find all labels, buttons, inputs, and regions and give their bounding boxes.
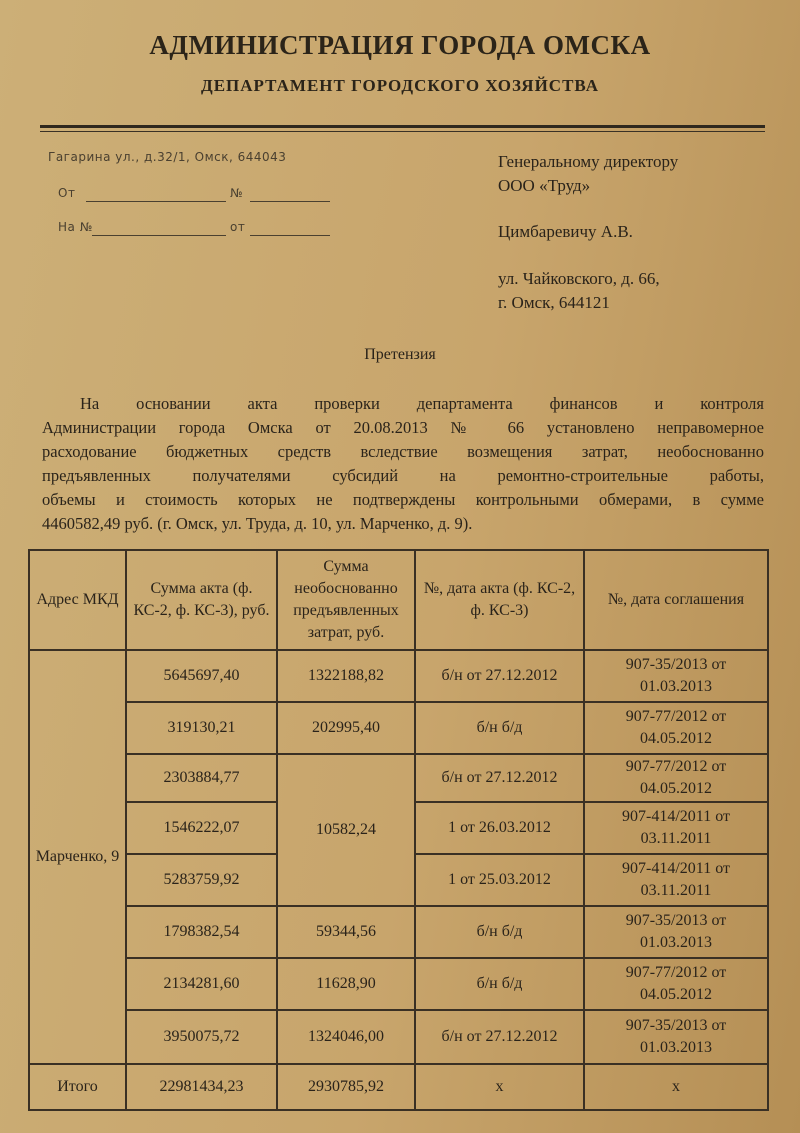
claim-paragraph bbox=[42, 392, 764, 536]
cell-agreement: 907-77/2012 от 04.05.2012 bbox=[584, 702, 768, 754]
ot-label-2: от bbox=[230, 220, 246, 234]
total-amount: 22981434,23 bbox=[126, 1064, 277, 1110]
cell-act: б/н от 27.12.2012 bbox=[415, 1010, 584, 1064]
cell-act: б/н от 27.12.2012 bbox=[415, 754, 584, 802]
cell-agreement: 907-35/2013 от 01.03.2013 bbox=[584, 650, 768, 702]
cell-unjustified: 11628,90 bbox=[277, 958, 415, 1010]
cell-act: б/н б/д bbox=[415, 702, 584, 754]
claims-table bbox=[28, 549, 769, 1111]
cell-amount: 1546222,07 bbox=[126, 802, 277, 854]
outgoing-number-row bbox=[58, 186, 358, 204]
cell-unjustified: 1322188,82 bbox=[277, 650, 415, 702]
header-agreement-number-date: №, дата соглашения bbox=[584, 550, 768, 650]
total-act: х bbox=[415, 1064, 584, 1110]
paragraph-line: Администрации города Омска от 20.08.2013 № 66 установлено неправомерное bbox=[42, 418, 764, 437]
recipient-position: Генеральному директору bbox=[498, 152, 679, 171]
header-act-number-date: №, дата акта (ф. КС-2, ф. КС-3) bbox=[415, 550, 584, 650]
cell-unjustified: 202995,40 bbox=[277, 702, 415, 754]
header-act-amount: Сумма акта (ф. КС-2, ф. КС-3), руб. bbox=[126, 550, 277, 650]
document-title: Претензия bbox=[364, 346, 436, 363]
cell-amount: 5645697,40 bbox=[126, 650, 277, 702]
cell-agreement: 907-77/2012 от 04.05.2012 bbox=[584, 958, 768, 1010]
table-row bbox=[29, 702, 768, 754]
table-row bbox=[29, 958, 768, 1010]
paragraph-line: расходование бюджетных средств вследствие возмещения затрат, необоснованно bbox=[42, 442, 764, 461]
org-title: АДМИНИСТРАЦИЯ ГОРОДА ОМСКА bbox=[149, 30, 651, 60]
cell-unjustified: 10582,24 bbox=[277, 754, 415, 906]
cell-act: 1 от 26.03.2012 bbox=[415, 802, 584, 854]
no-line bbox=[250, 201, 330, 202]
na-no-label: На № bbox=[58, 220, 93, 234]
cell-act: б/н б/д bbox=[415, 958, 584, 1010]
ot-date-line-2 bbox=[250, 235, 330, 236]
cell-amount: 319130,21 bbox=[126, 702, 277, 754]
cell-amount: 2134281,60 bbox=[126, 958, 277, 1010]
cell-agreement: 907-35/2013 от 01.03.2013 bbox=[584, 1010, 768, 1064]
header-address: Адрес МКД bbox=[29, 550, 126, 650]
cell-amount: 1798382,54 bbox=[126, 906, 277, 958]
cell-amount: 2303884,77 bbox=[126, 754, 277, 802]
recipient-city: г. Омск, 644121 bbox=[498, 293, 610, 312]
cell-agreement: 907-35/2013 от 01.03.2013 bbox=[584, 906, 768, 958]
no-label: № bbox=[230, 186, 243, 200]
cell-unjustified: 59344,56 bbox=[277, 906, 415, 958]
sender-address: Гагарина ул., д.32/1, Омск, 644043 bbox=[48, 150, 287, 164]
cell-act: б/н б/д bbox=[415, 906, 584, 958]
recipient-block bbox=[498, 150, 678, 315]
cell-amount: 5283759,92 bbox=[126, 854, 277, 906]
cell-agreement: 907-77/2012 от 04.05.2012 bbox=[584, 754, 768, 802]
paragraph-line: объемы и стоимость которых не подтверждены контрольными обмерами, в сумме bbox=[42, 490, 764, 509]
table-row bbox=[29, 906, 768, 958]
recipient-name: Цимбаревичу А.В. bbox=[498, 222, 633, 241]
header-rule-thick bbox=[40, 125, 765, 128]
cell-unjustified: 1324046,00 bbox=[277, 1010, 415, 1064]
ot-date-line bbox=[86, 201, 226, 202]
paragraph-line: На основании акта проверки департамента финансов и контроля bbox=[80, 394, 764, 413]
header-unjustified-amount: Сумма необоснованно предъявленных затрат, руб. bbox=[277, 550, 415, 650]
reply-number-row bbox=[58, 220, 358, 238]
table-header-row bbox=[29, 550, 768, 650]
department-title: ДЕПАРТАМЕНТ ГОРОДСКОГО ХОЗЯЙСТВА bbox=[201, 76, 599, 95]
cell-agreement: 907-414/2011 от 03.11.2011 bbox=[584, 802, 768, 854]
cell-address: Марченко, 9 bbox=[29, 650, 126, 1064]
cell-act: б/н от 27.12.2012 bbox=[415, 650, 584, 702]
paragraph-line: 4460582,49 руб. (г. Омск, ул. Труда, д. 10, ул. Марченко, д. 9). bbox=[42, 514, 473, 533]
total-label: Итого bbox=[29, 1064, 126, 1110]
table-row bbox=[29, 754, 768, 802]
table-row bbox=[29, 650, 768, 702]
table-row bbox=[29, 1010, 768, 1064]
recipient-street: ул. Чайковского, д. 66, bbox=[498, 269, 660, 288]
cell-agreement: 907-414/2011 от 03.11.2011 bbox=[584, 854, 768, 906]
total-unjustified: 2930785,92 bbox=[277, 1064, 415, 1110]
recipient-company: ООО «Труд» bbox=[498, 176, 591, 195]
paragraph-line: предъявленных получателями субсидий на ремонтно-строительные работы, bbox=[42, 466, 764, 485]
ot-label: От bbox=[58, 186, 76, 200]
cell-act: 1 от 25.03.2012 bbox=[415, 854, 584, 906]
na-no-line bbox=[92, 235, 226, 236]
cell-amount: 3950075,72 bbox=[126, 1010, 277, 1064]
header-rule-thin bbox=[40, 131, 765, 132]
table-total-row bbox=[29, 1064, 768, 1110]
total-agreement: х bbox=[584, 1064, 768, 1110]
